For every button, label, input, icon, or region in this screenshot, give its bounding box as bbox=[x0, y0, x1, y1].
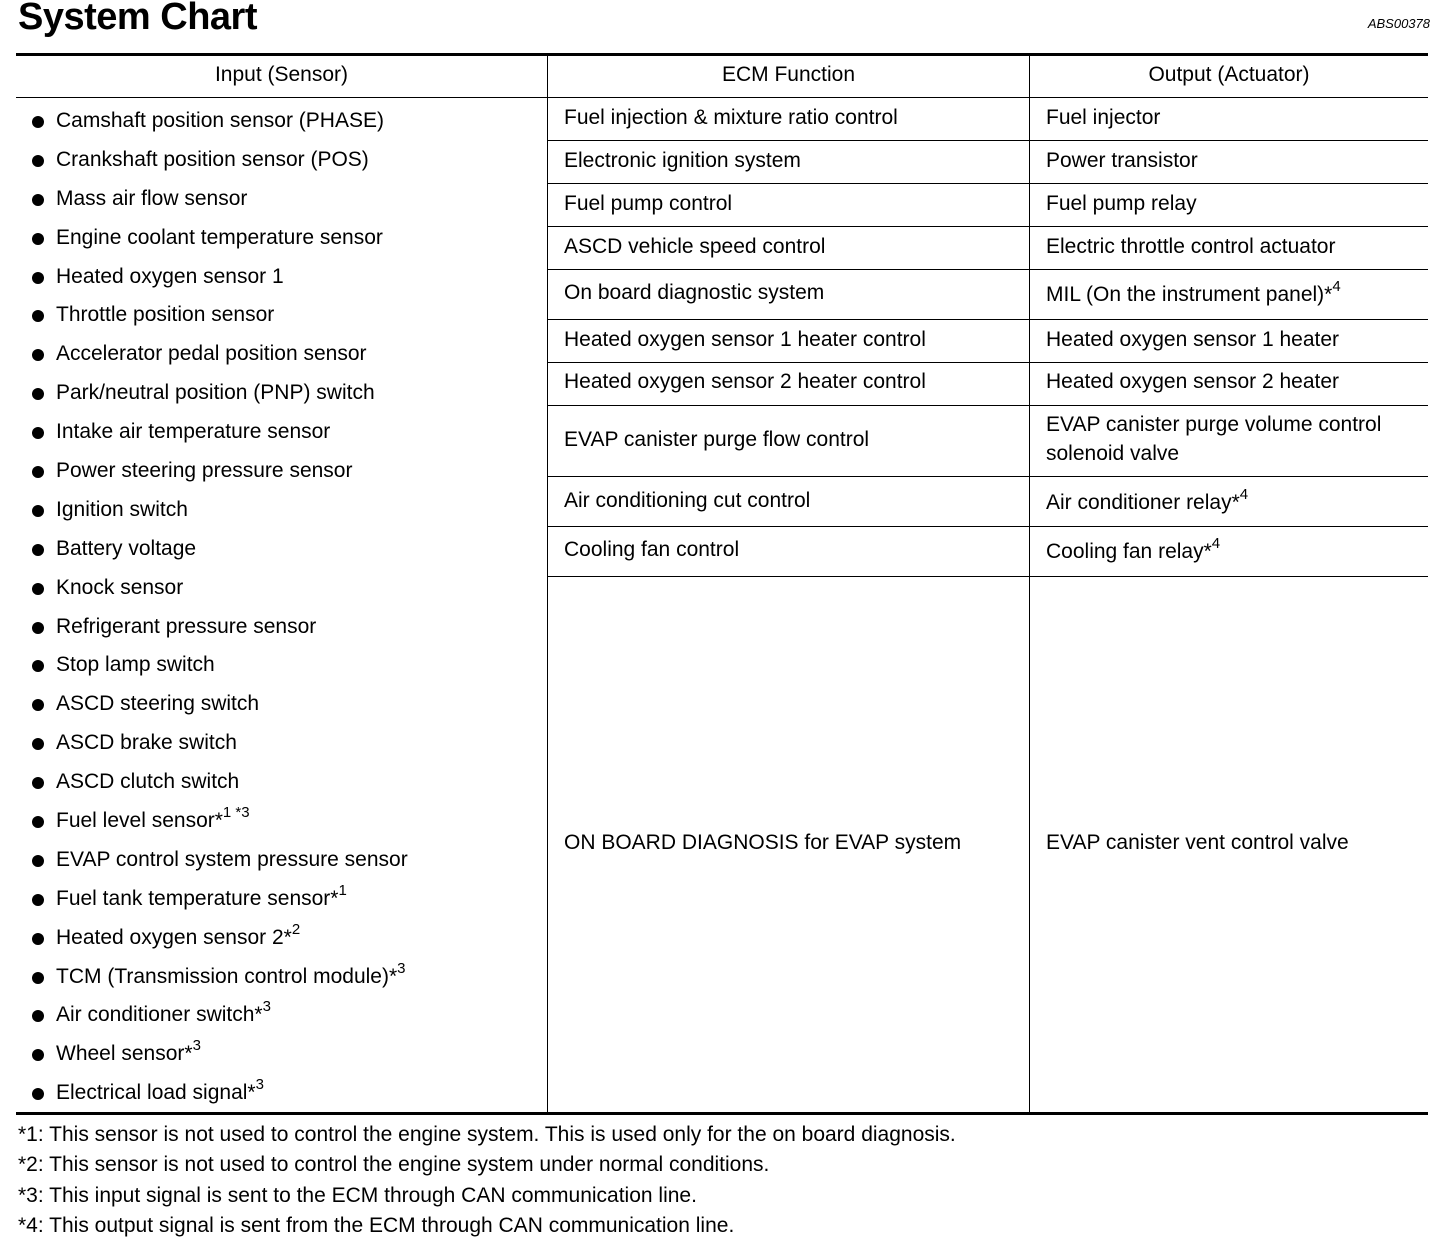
list-item bbox=[16, 452, 408, 491]
ecm-cell: EVAP canister purge flow control bbox=[564, 428, 870, 451]
output-label: Fuel pump relay bbox=[1046, 192, 1197, 215]
list-item bbox=[16, 724, 408, 763]
output-cell bbox=[1046, 537, 1220, 566]
output-label: MIL (On the instrument panel)* bbox=[1046, 283, 1333, 306]
output-cell bbox=[1046, 367, 1339, 396]
column-divider bbox=[547, 56, 548, 1112]
ecm-cell: ON BOARD DIAGNOSIS for EVAP system bbox=[564, 831, 962, 854]
input-label: Heated oxygen sensor 1 bbox=[56, 264, 284, 288]
input-label: ASCD steering switch bbox=[56, 692, 260, 716]
output-label: solenoid valve bbox=[1046, 442, 1180, 465]
ecm-cell: Cooling fan control bbox=[564, 538, 740, 561]
list-item bbox=[16, 141, 408, 180]
bullet-icon bbox=[32, 583, 44, 595]
ecm-cell: Heated oxygen sensor 1 heater control bbox=[564, 328, 926, 351]
row-divider bbox=[547, 226, 1428, 227]
output-label: Heated oxygen sensor 1 heater bbox=[1046, 328, 1340, 351]
ecm-cell: Air conditioning cut control bbox=[564, 489, 811, 512]
list-item bbox=[16, 335, 408, 374]
list-item bbox=[16, 880, 408, 919]
list-item bbox=[16, 1074, 408, 1113]
footnotes bbox=[18, 1120, 956, 1241]
input-label: Stop lamp switch bbox=[56, 653, 215, 677]
bullet-icon bbox=[32, 116, 44, 128]
row-divider bbox=[547, 576, 1428, 577]
output-label: EVAP canister purge volume control bbox=[1046, 413, 1382, 436]
bullet-icon bbox=[32, 894, 44, 906]
input-label: EVAP control system pressure sensor bbox=[56, 847, 408, 871]
footnote-ref: 1 *3 bbox=[222, 804, 250, 822]
list-item bbox=[16, 841, 408, 880]
footnote-ref: 2 bbox=[291, 920, 301, 938]
list-item bbox=[16, 530, 408, 569]
bullet-icon bbox=[32, 816, 44, 828]
bullet-icon bbox=[32, 699, 44, 711]
header-ecm-function: ECM Function bbox=[721, 63, 856, 86]
bullet-icon bbox=[32, 777, 44, 789]
input-label: Electrical load signal* bbox=[56, 1081, 256, 1105]
bullet-icon bbox=[32, 1049, 44, 1061]
output-cell bbox=[1046, 325, 1339, 354]
ecm-cell: On board diagnostic system bbox=[564, 281, 825, 304]
row-divider bbox=[547, 405, 1428, 406]
output-cell bbox=[1046, 439, 1179, 468]
ecm-cell: Fuel injection & mixture ratio control bbox=[564, 106, 898, 129]
row-divider bbox=[547, 476, 1428, 477]
header-input: Input (Sensor) bbox=[214, 63, 349, 86]
bullet-icon bbox=[32, 544, 44, 556]
footnote: *1: This sensor is not used to control the engine system. This is used only for the on board diagnosis. bbox=[18, 1123, 956, 1146]
footnote-ref: 3 bbox=[397, 959, 406, 977]
input-label: Refrigerant pressure sensor bbox=[56, 614, 317, 638]
page-title: System Chart bbox=[18, 0, 257, 38]
bullet-icon bbox=[32, 272, 44, 284]
output-cell bbox=[1046, 410, 1381, 439]
list-item bbox=[16, 919, 408, 958]
ecm-cell: Heated oxygen sensor 2 heater control bbox=[564, 370, 926, 393]
footnote: *3: This input signal is sent to the ECM through CAN communication line. bbox=[18, 1183, 697, 1207]
input-label: Camshaft position sensor (PHASE) bbox=[56, 109, 384, 132]
bullet-icon bbox=[32, 855, 44, 867]
input-label: Wheel sensor* bbox=[56, 1042, 193, 1066]
list-item bbox=[16, 958, 408, 997]
output-cell bbox=[1046, 103, 1160, 132]
output-cell bbox=[1046, 488, 1248, 517]
input-label: Heated oxygen sensor 2* bbox=[56, 925, 292, 949]
list-item bbox=[16, 219, 408, 258]
footnote: *2: This sensor is not used to control the engine system under normal conditions. bbox=[18, 1153, 770, 1177]
list-item bbox=[16, 491, 408, 530]
output-cell bbox=[1046, 146, 1198, 175]
system-chart-table bbox=[16, 53, 1428, 1115]
list-item bbox=[16, 685, 408, 724]
list-item bbox=[16, 413, 408, 452]
output-label: Electric throttle control actuator bbox=[1046, 235, 1336, 258]
input-label: Ignition switch bbox=[56, 497, 188, 521]
output-cell bbox=[1046, 828, 1349, 857]
footnote: *4: This output signal is sent from the ECM through CAN communication line. bbox=[18, 1213, 735, 1237]
list-item bbox=[16, 258, 408, 297]
footnote-ref: 1 bbox=[338, 881, 347, 899]
output-cell bbox=[1046, 189, 1197, 218]
input-label: Accelerator pedal position sensor bbox=[56, 342, 367, 366]
output-label: Air conditioner relay* bbox=[1046, 491, 1240, 514]
input-label: Battery voltage bbox=[56, 536, 197, 560]
input-label: ASCD brake switch bbox=[56, 731, 237, 755]
row-divider bbox=[547, 140, 1428, 141]
output-label: EVAP canister vent control valve bbox=[1046, 831, 1349, 854]
footnote-ref: 4 bbox=[1332, 278, 1341, 295]
bullet-icon bbox=[32, 1088, 44, 1100]
output-cell bbox=[1046, 280, 1341, 309]
column-divider bbox=[1029, 56, 1030, 1112]
bullet-icon bbox=[32, 155, 44, 167]
input-label: Engine coolant temperature sensor bbox=[56, 225, 383, 249]
row-divider bbox=[547, 362, 1428, 363]
input-label: Air conditioner switch* bbox=[56, 1003, 263, 1027]
ecm-cell: Electronic ignition system bbox=[564, 149, 801, 172]
list-item bbox=[16, 374, 408, 413]
list-item bbox=[16, 569, 408, 608]
list-item bbox=[16, 646, 408, 685]
input-label: Mass air flow sensor bbox=[56, 186, 248, 210]
header-divider bbox=[16, 97, 1428, 98]
ecm-cell: Fuel pump control bbox=[564, 192, 733, 215]
output-label: Fuel injector bbox=[1046, 106, 1161, 129]
output-label: Power transistor bbox=[1046, 149, 1198, 172]
list-item bbox=[16, 763, 408, 802]
input-label: Throttle position sensor bbox=[56, 303, 275, 327]
footnote-ref: 4 bbox=[1211, 535, 1221, 552]
list-item bbox=[16, 802, 408, 841]
output-label: Cooling fan relay* bbox=[1046, 540, 1212, 563]
input-label: Crankshaft position sensor (POS) bbox=[56, 147, 369, 171]
ecm-cell: ASCD vehicle speed control bbox=[564, 235, 826, 258]
output-label: Heated oxygen sensor 2 heater bbox=[1046, 370, 1340, 393]
bullet-icon bbox=[32, 933, 44, 945]
bullet-icon bbox=[32, 427, 44, 439]
input-label: Intake air temperature sensor bbox=[56, 420, 331, 444]
input-label: Knock sensor bbox=[56, 575, 184, 599]
bullet-icon bbox=[32, 349, 44, 361]
input-label: Power steering pressure sensor bbox=[56, 459, 353, 483]
bullet-icon bbox=[32, 660, 44, 672]
input-sensor-list bbox=[16, 102, 408, 1113]
input-label: TCM (Transmission control module)* bbox=[56, 964, 398, 988]
row-divider bbox=[547, 319, 1428, 320]
row-divider bbox=[547, 526, 1428, 527]
bullet-icon bbox=[32, 1010, 44, 1022]
footnote-ref: 3 bbox=[262, 998, 271, 1016]
bullet-icon bbox=[32, 310, 44, 322]
bullet-icon bbox=[32, 738, 44, 750]
document-id: ABS00378 bbox=[1367, 16, 1430, 31]
header-output: Output (Actuator) bbox=[1148, 63, 1310, 86]
output-cell bbox=[1046, 232, 1335, 261]
list-item bbox=[16, 102, 408, 141]
row-divider bbox=[547, 269, 1428, 270]
list-item bbox=[16, 296, 408, 335]
list-item bbox=[16, 180, 408, 219]
bullet-icon bbox=[32, 972, 44, 984]
list-item bbox=[16, 1035, 408, 1074]
bullet-icon bbox=[32, 622, 44, 634]
footnote-ref: 3 bbox=[255, 1076, 264, 1094]
input-label: Fuel tank temperature sensor* bbox=[56, 886, 339, 910]
footnote-ref: 4 bbox=[1239, 486, 1249, 503]
row-divider bbox=[547, 183, 1428, 184]
input-label: Park/neutral position (PNP) switch bbox=[56, 381, 375, 405]
input-label: ASCD clutch switch bbox=[56, 770, 240, 794]
bullet-icon bbox=[32, 505, 44, 517]
list-item bbox=[16, 996, 408, 1035]
input-label: Fuel level sensor* bbox=[56, 809, 223, 833]
list-item bbox=[16, 608, 408, 647]
bullet-icon bbox=[32, 466, 44, 478]
footnote-ref: 3 bbox=[192, 1037, 201, 1055]
bullet-icon bbox=[32, 194, 44, 206]
bullet-icon bbox=[32, 233, 44, 245]
bullet-icon bbox=[32, 388, 44, 400]
